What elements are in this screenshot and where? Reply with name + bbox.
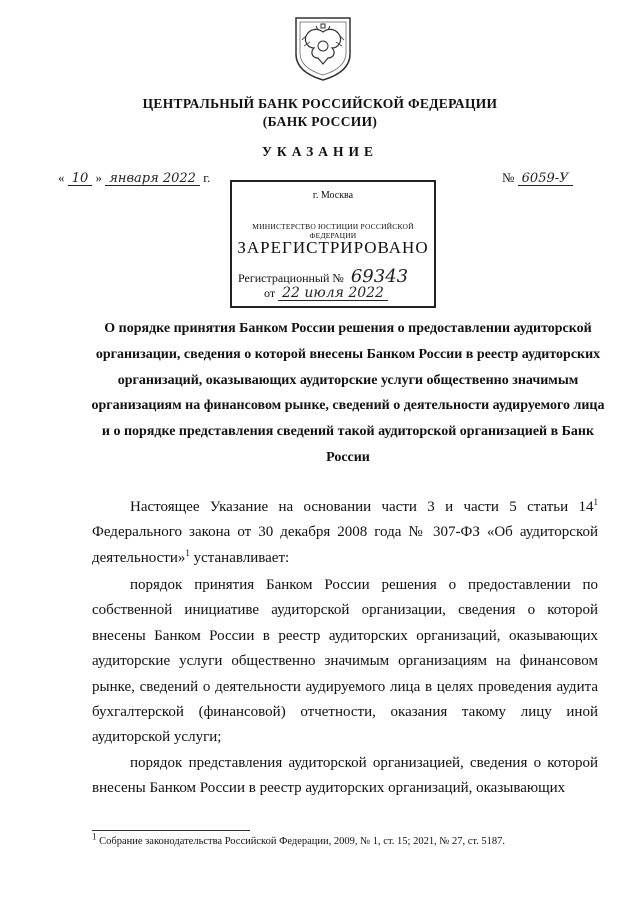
footnote-ref: 1 [185,547,190,558]
registration-stamp [230,180,436,308]
stamp-reg-number: 69343 [350,266,409,287]
date-suffix: г. [203,170,211,185]
footnote-ref: 1 [593,497,598,507]
coat-of-arms-icon [292,14,354,82]
stamp-reg-label: Регистрационный № [238,271,344,285]
document-type: УКАЗАНИЕ [262,144,378,159]
paragraph-decision-order: порядок принятия Банком России решения о предоставлении по собственной инициативе аудиторской организации, сведения о которой внесены Банком России в реестр аудиторских организаций, оказывающих аудиторские услуги общественно значимым организациям на финансовом рынке, сведений о деятельности аудируемого лица в целях проведения аудита бухгалтерской (финансовой) отчетности, оказания такому лицу иной аудиторской услуги; [92,577,598,746]
stamp-date-value: 22 июля 2022 [278,287,388,301]
stamp-date-line [264,286,388,301]
stamp-reg-line [238,266,408,287]
intro-text-c: устанавливает: [189,549,290,566]
date-close-quote: » [95,170,103,185]
stamp-registered: ЗАРЕГИСТРИРОВАНО [237,238,429,257]
paragraph-intro [92,495,598,571]
document-title: О порядке принятия Банком России решения о предоставлении аудиторской организации, сведения о которой внесены Банком России в реестр аудиторских организаций, оказывающих аудиторские услуги общественно значимым организациям на финансовом рынке, сведений о деятельности аудируемого лица и о порядке представления сведений такой аудиторской организацией в Банк России [91,321,605,465]
date-day: 10 [68,172,93,186]
footnote-mark: 1 [92,831,97,842]
stamp-ministry: МИНИСТЕРСТВО ЮСТИЦИИ РОССИЙСКОЙ ФЕДЕРАЦИИ [252,222,414,240]
footnote-divider [92,830,250,831]
intro-text-b: Федерального закона от 30 декабря 2008 года № 307-ФЗ «Об аудиторской деятельности» [92,524,598,566]
document-date [58,170,210,186]
date-open-quote: « [58,170,65,185]
paragraph-submission-order: порядок представления аудиторской организацией, сведения о которой внесены Банком России в реестр аудиторских организаций, оказывающих [92,755,598,797]
org-name: ЦЕНТРАЛЬНЫЙ БАНК РОССИЙСКОЙ ФЕДЕРАЦИИ [142,96,498,111]
org-short-name: (БАНК РОССИИ) [262,114,378,129]
intro-text-a: Настоящее Указание на основании части 3 и части 5 статьи 14 [130,499,594,515]
number-prefix: № [502,170,515,185]
footnote-text: Собрание законодательства Российской Федерации, 2009, № 1, ст. 15; 2021, № 27, ст. 5187. [96,836,506,847]
document-number [502,170,573,186]
stamp-city: г. Москва [312,190,354,201]
date-month-year: января 2022 [105,172,200,186]
stamp-date-prefix: от [264,286,276,300]
footnote [92,831,612,847]
number-value: 6059-У [518,172,573,186]
